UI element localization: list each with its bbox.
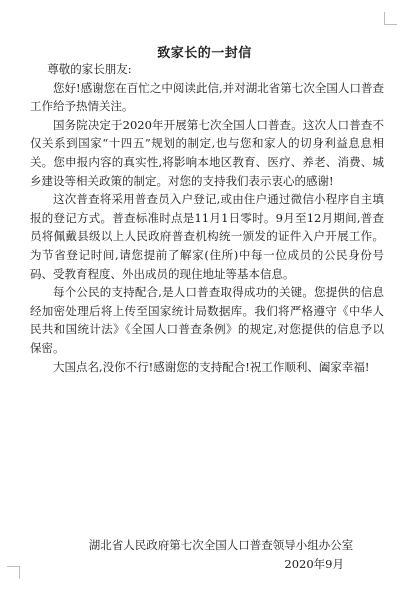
signature-organization: 湖北省人民政府第七次全国人口普查领导小组办公室	[88, 538, 354, 552]
letter-paragraph-2: 国务院决定于2020年开展第七次全国人口普查。这次人口普查不仅关系到国家“十四五”规划的制定,也与您和家人的切身利益息息相关。您申报内容的真实性,将影响本地区教育、医疗、养老、消费、城乡建设等相关政策的制定。对您的支持我们表示衷心的感谢!	[30, 117, 384, 188]
page-corner-mark-bottom-left	[7, 566, 20, 579]
page-corner-mark-top-right	[384, 12, 397, 25]
letter-signature	[30, 536, 384, 573]
letter-body	[30, 60, 384, 376]
letter-title: 致家长的一封信	[157, 46, 252, 61]
signature-date: 2020年9月	[284, 556, 344, 571]
letter-paragraph-1: 您好!感谢您在百忙之中阅读此信,并对湖北省第七次全国人口普查工作给予热情关注。	[30, 80, 384, 114]
letter-paragraph-5: 大国点名,没你不行!感谢您的支持配合!祝工作顺利、阖家幸福!	[53, 359, 370, 374]
letter-paragraph-3: 这次普查将采用普查员入户登记,或由住户通过微信小程序自主填报的登记方式。普查标准时点是11月1日零时。9月至12月期间,普查员将佩戴县级以上人民政府普查机构统一颁发的证件入户开展工作。为节省登记时间,请您提前了解家(住所)中每一位成员的公民身份号码、受教育程度、外出成员的现住地址等基本信息。	[30, 192, 384, 281]
letter-greeting: 尊敬的家长朋友:	[47, 62, 132, 76]
letter-paragraph-4: 每个公民的支持配合,是人口普查取得成功的关键。您提供的信息经加密处理后将上传至国家统计局数据库。我们将严格遵守《中华人民共和国统计法》《全国人口普查条例》的规定,对您提供的信息予以保密。	[30, 285, 384, 355]
